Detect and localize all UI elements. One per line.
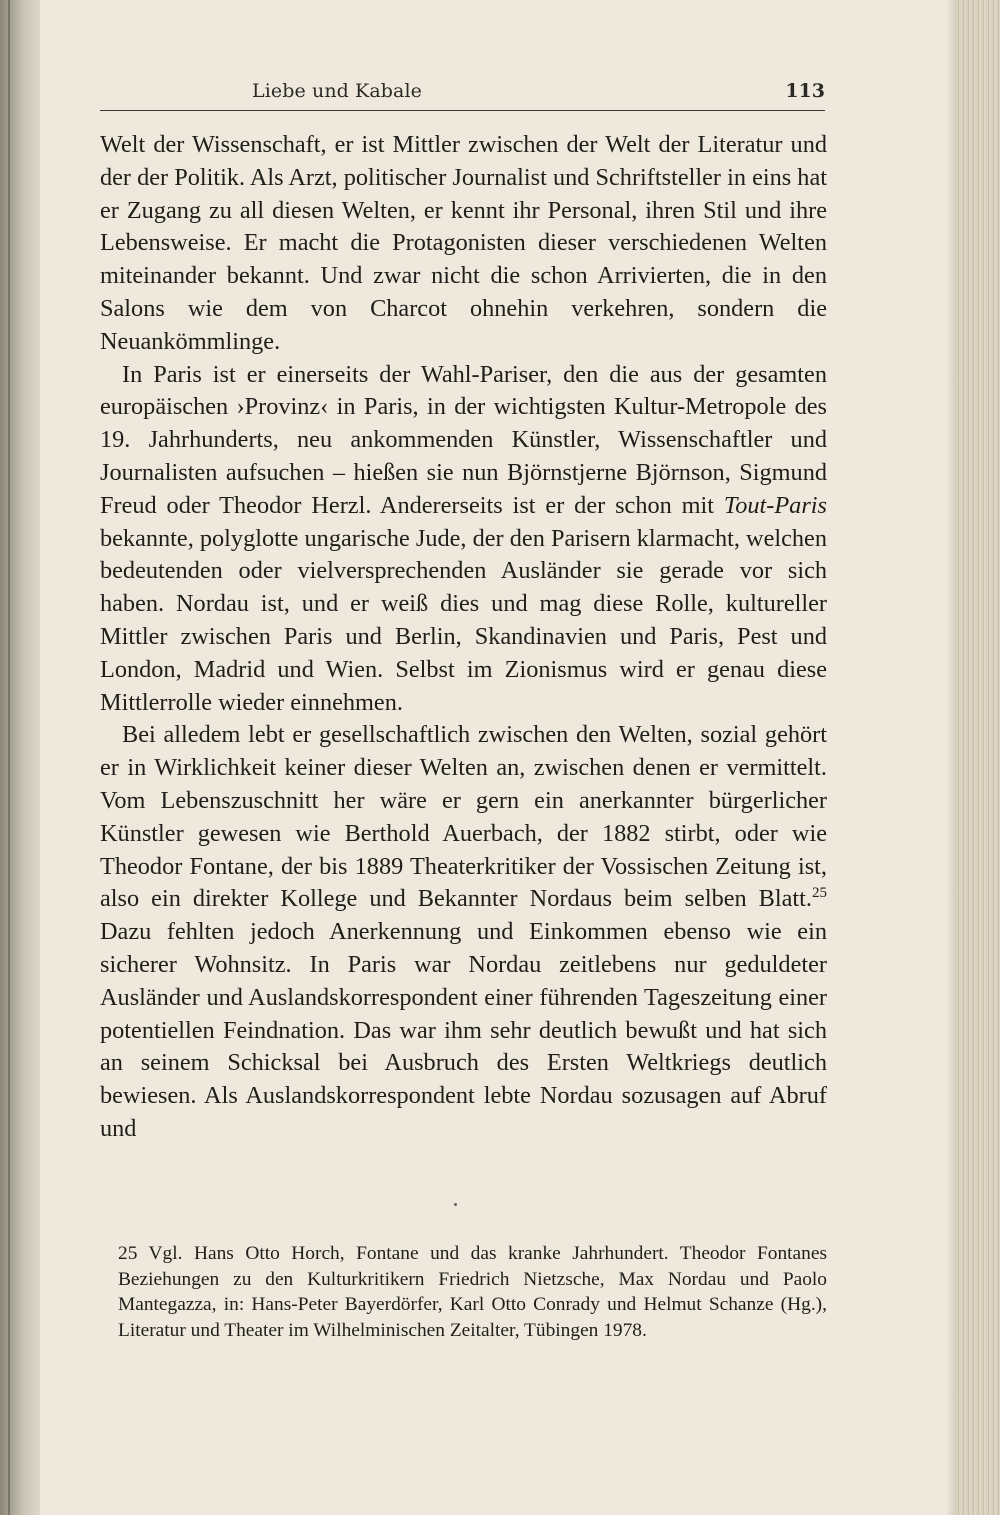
- footnotes: [118, 1241, 827, 1343]
- paragraph-text: Dazu fehlten jedoch Anerkennung und Einkommen ebenso wie ein sicherer Wohnsitz. In Paris war Nordau zeitlebens nur geduldeter Ausländer und Auslandskorrespondent einer führenden Tageszeitung einer potentiellen Feindnation. Das war ihm sehr deutlich bewußt und hat sich an seinem Schicksal bei Ausbruch des Ersten Weltkriegs deutlich bewiesen. Als Auslandskorrespondent lebte Nordau sozusagen auf Abruf und: [100, 918, 827, 1142]
- running-title: Liebe und Kabale: [252, 80, 422, 102]
- paragraph: Welt der Wissenschaft, er ist Mittler zwischen der Welt der Literatur und der der Politik. Als Arzt, politischer Journalist und Schriftsteller in eins hat er Zugang zu all diesen Welten, er kennt ihr Personal, ihren Stil und ihre Lebensweise. Er macht die Protagonisten dieser verschiedenen Welten miteinander bekannt. Und zwar nicht die schon Arrivierten, die in den Salons wie dem von Charcot ohnehin verkehren, sondern die Neuankömmlinge.: [100, 131, 827, 355]
- body-text: [100, 129, 827, 1146]
- paragraph: [100, 359, 827, 720]
- page-fore-edge: [956, 0, 1000, 1515]
- book-binding: [0, 0, 40, 1515]
- paragraph: [100, 719, 827, 1145]
- page-edge-shadow: [946, 0, 956, 1515]
- paragraph-text: Bei alledem lebt er gesellschaftlich zwischen den Welten, sozial gehört er in Wirklichkeit keiner dieser Welten an, zwischen denen er vermittelt. Vom Lebenszuschnitt her wäre er gern ein anerkannter bürgerlicher Künstler gewesen wie Berthold Auerbach, der 1882 stirbt, oder wie Theodor Fontane, der bis 1889 Theaterkritiker der Vossischen Zeitung ist, also ein direkter Kollege und Bekannter Nordaus beim selben Blatt.: [100, 721, 827, 913]
- footnote: 25 Vgl. Hans Otto Horch, Fontane und das kranke Jahrhundert. Theodor Fontanes Beziehungen zu den Kulturkritikern Friedrich Nietzsche, Max Nordau und Paolo Mantegazza, in: Hans-Peter Bayerdörfer, Karl Otto Conrady und Helmut Schanze (Hg.), Literatur und Theater im Wilhelminischen Zeitalter, Tübingen 1978.: [118, 1243, 827, 1341]
- page-number: 113: [785, 80, 825, 102]
- italic-title: Tout-Paris: [723, 491, 827, 519]
- paragraph-text: In Paris ist er einerseits der Wahl-Pariser, den die aus der gesamten europäischen ›Provinz‹ in Paris, in der wichtigsten Kultur-Metropole des 19. Jahrhunderts, neu ankommenden Künstler, Wissenschaftler und Journalisten aufsuchen – hießen sie nun Björnstjerne Björnson, Sigmund Freud oder Theodor Herzl. Andererseits ist er der schon mit: [100, 360, 827, 519]
- running-header: [100, 76, 825, 111]
- scan-speck: [454, 1203, 457, 1206]
- footnote-reference[interactable]: 25: [812, 885, 827, 902]
- paragraph-text: bekannte, polyglotte ungarische Jude, der den Parisern klarmacht, welchen bedeutenden oder vielversprechenden Ausländer sie gerade vor sich haben. Nordau ist, und er weiß dies und mag diese Rolle, kultureller Mittler zwischen Paris und Berlin, Skandinavien und Paris, Pest und London, Madrid und Wien. Selbst im Zionismus wird er genau diese Mittlerrolle wieder einnehmen.: [100, 524, 827, 716]
- binding-edge-line: [8, 0, 10, 1515]
